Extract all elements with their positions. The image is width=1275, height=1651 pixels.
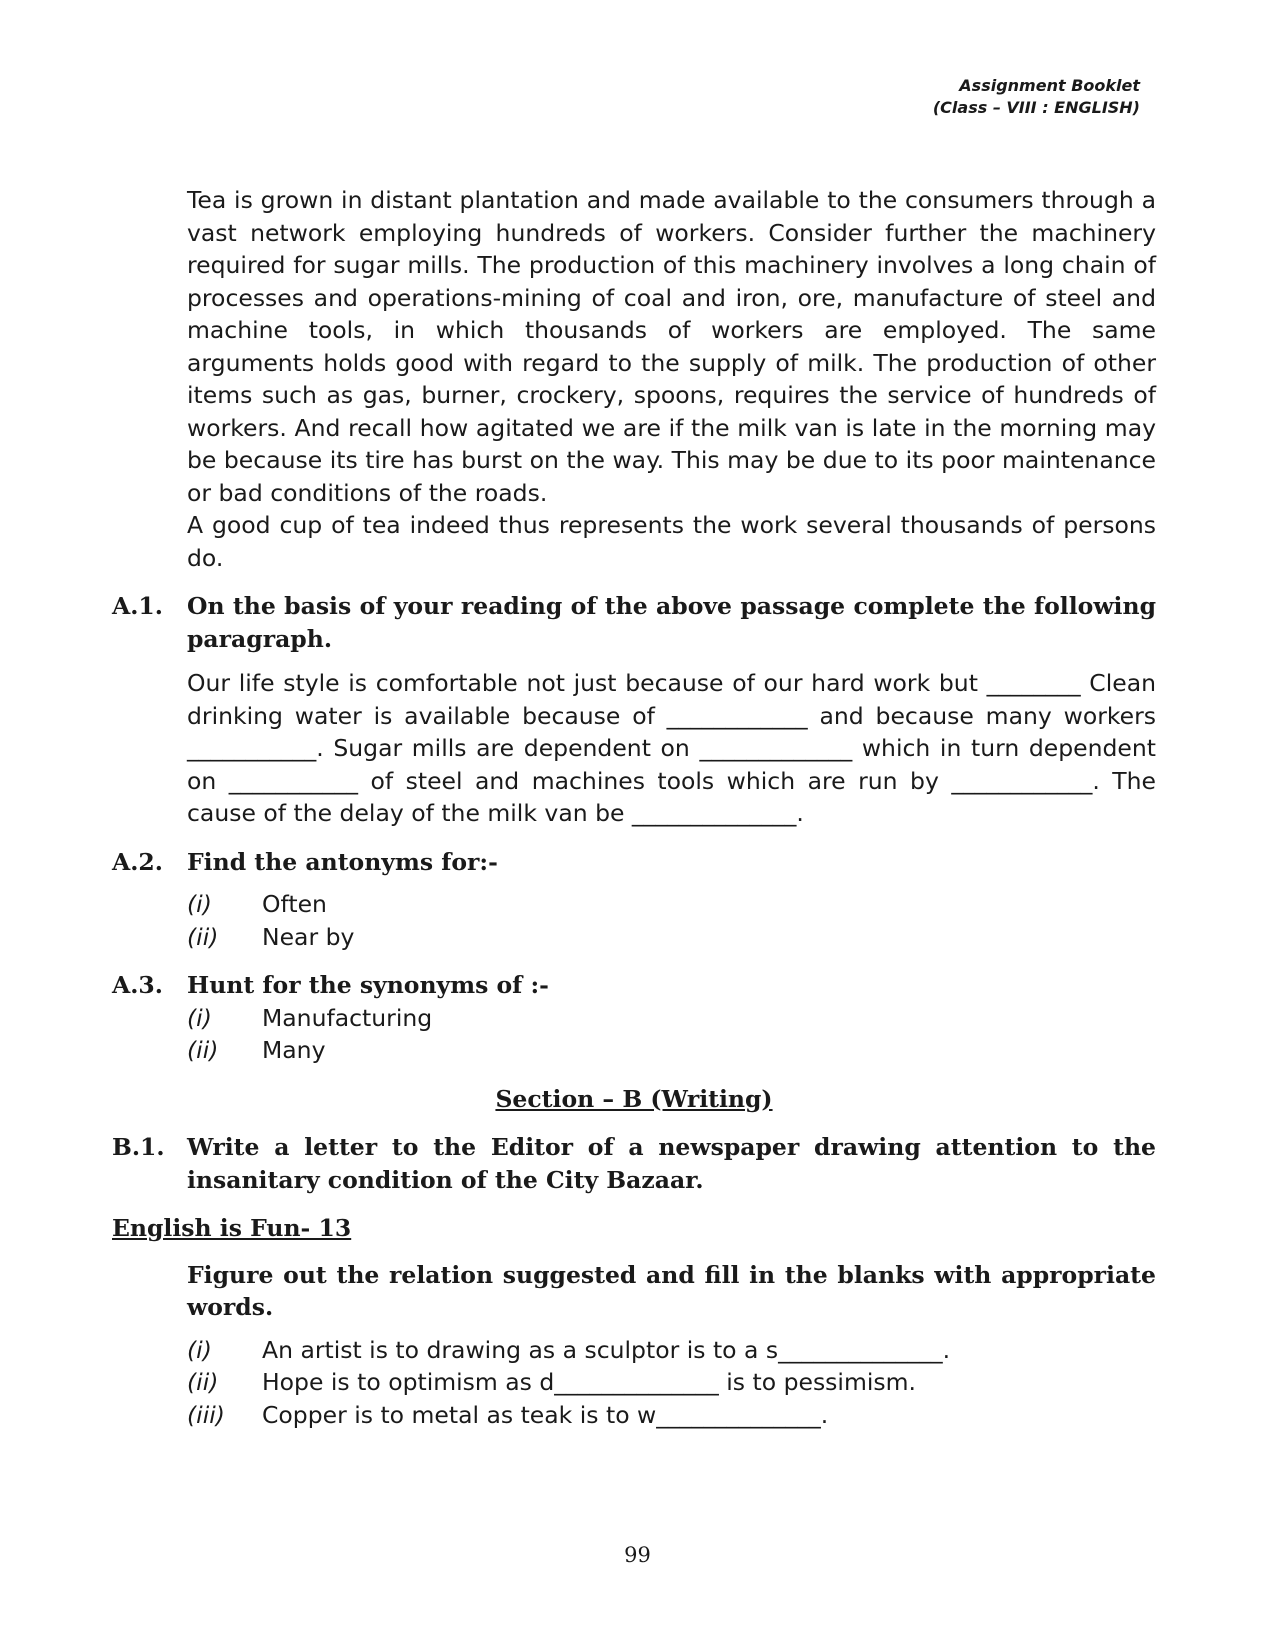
- item-text: Manufacturing: [262, 1003, 433, 1032]
- item-text: Copper is to metal as teak is to w______________.: [262, 1400, 829, 1429]
- item-text: An artist is to drawing as a sculptor is to a s______________.: [262, 1335, 951, 1364]
- item-text: Hope is to optimism as d______________ is to pessimism.: [262, 1368, 916, 1396]
- question-number: A.1.: [112, 592, 163, 620]
- page-content: [112, 184, 1156, 1431]
- list-item: [187, 1034, 1156, 1067]
- question-a2: [112, 846, 1156, 954]
- question-title: Write a letter to the Editor of a newspaper drawing attention to the insanitary condition of the City Bazaar.: [187, 1133, 1156, 1194]
- question-title: On the basis of your reading of the above passage complete the following paragraph.: [187, 592, 1156, 653]
- english-is-fun-title: English is Fun- 13: [112, 1214, 352, 1242]
- item-number: (ii): [187, 922, 219, 951]
- item-number: (ii): [187, 1368, 219, 1396]
- question-b1: [112, 1131, 1156, 1196]
- page-header: [933, 75, 1140, 119]
- header-title: Assignment Booklet: [959, 76, 1140, 95]
- item-number: (i): [187, 1003, 212, 1032]
- fun-instruction: Figure out the relation suggested and fill in the blanks with appropriate words.: [187, 1260, 1156, 1321]
- item-number: (iii): [187, 1400, 225, 1429]
- antonym-list: [187, 888, 1156, 953]
- item-number: (ii): [187, 1036, 219, 1064]
- english-is-fun-body: [187, 1259, 1156, 1432]
- list-item: [187, 1366, 1156, 1399]
- header-subtitle: (Class – VIII : ENGLISH): [932, 98, 1140, 117]
- passage-paragraph-1: Tea is grown in distant plantation and made available to the consumers through a vast network employing hundreds of workers. Consider further the machinery required for sugar mills. The production of this machinery involves a long chain of processes and operations-mining of coal and iron, ore, manufacture of steel and machine tools, in which thousands of workers are employed. The same arguments holds good with regard to the supply of milk. The production of other items such as gas, burner, crockery, spoons, requires the service of hundreds of workers. And recall how agitated we are if the milk van is late in the morning may be because its tire has burst on the way. This may be due to its poor maintenance or bad conditions of the roads.: [187, 186, 1156, 507]
- section-b-title: Section – B (Writing): [495, 1084, 773, 1113]
- question-number: A.3.: [112, 971, 163, 999]
- list-item: [187, 921, 1156, 954]
- question-number: B.1.: [112, 1133, 165, 1161]
- item-number: (i): [187, 1335, 212, 1364]
- question-number: A.2.: [112, 847, 163, 876]
- list-item: [187, 1399, 1156, 1432]
- item-text: Near by: [262, 922, 355, 951]
- item-text: Many: [262, 1036, 326, 1064]
- page-number: 99: [624, 1543, 651, 1567]
- question-title: Hunt for the synonyms of :-: [187, 971, 549, 999]
- question-title: Find the antonyms for:-: [187, 847, 498, 876]
- list-item: [187, 1002, 1156, 1035]
- question-a3: [112, 969, 1156, 1067]
- list-item: [187, 1334, 1156, 1367]
- item-text: Often: [262, 890, 327, 918]
- fill-in-paragraph: Our life style is comfortable not just because of our hard work but ________ Clean drinking water is available because of ____________ and because many workers ___________. Sugar mills are dependent on _____________ which in turn dependent on ___________ of steel and machines tools which are run by ____________. The cause of the delay of the milk van be ______________.: [187, 669, 1156, 827]
- list-item: [187, 888, 1156, 921]
- reading-passage: [187, 184, 1156, 574]
- question-a1: [112, 590, 1156, 830]
- passage-paragraph-2: A good cup of tea indeed thus represents the work several thousands of persons do.: [187, 511, 1156, 572]
- synonym-list: [187, 1002, 1156, 1067]
- item-number: (i): [187, 890, 212, 918]
- analogy-list: [187, 1334, 1156, 1432]
